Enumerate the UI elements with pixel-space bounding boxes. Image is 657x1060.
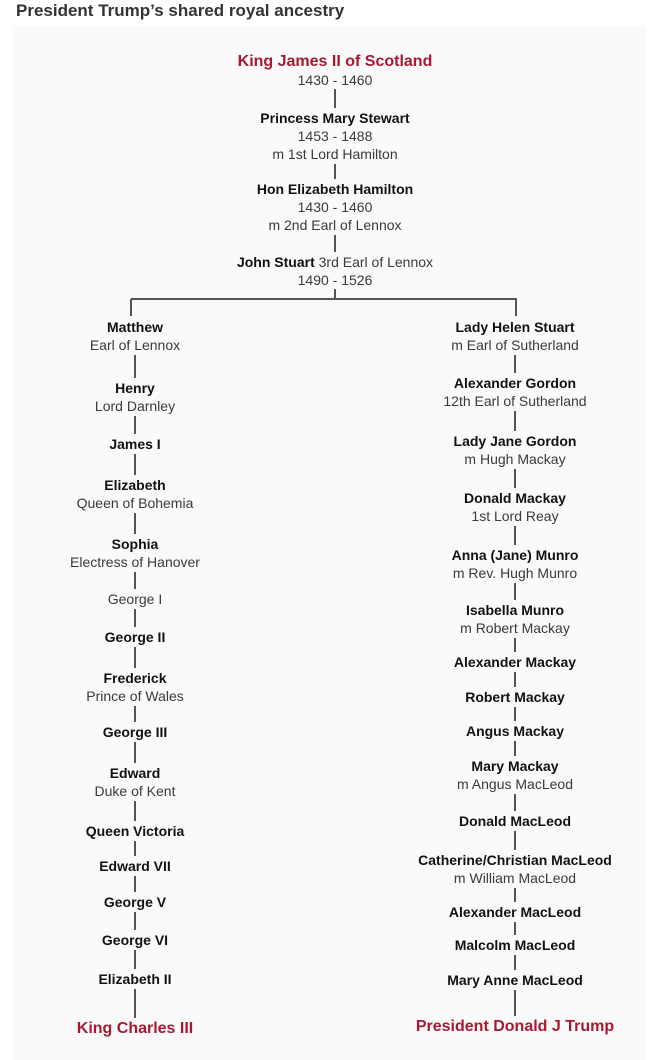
person-name-line	[0, 318, 335, 336]
person-detail: m Robert Mackay	[460, 620, 570, 636]
connector-line	[514, 831, 516, 850]
connector-line	[514, 794, 516, 811]
person-lady-helen-stuart	[315, 318, 657, 354]
person-name-line	[0, 931, 335, 949]
connector-line	[514, 583, 516, 600]
connector-line	[514, 922, 516, 935]
person-sophia	[0, 535, 335, 571]
person-queen-victoria	[0, 822, 335, 840]
person-george-iii	[0, 723, 335, 741]
person-name: John Stuart	[236, 254, 315, 270]
person-detail: 1st Lord Reay	[471, 508, 559, 524]
person-name: Mary Mackay	[471, 758, 559, 774]
person-lady-jane-gordon	[315, 432, 657, 468]
connector-line	[514, 888, 516, 902]
person-president-donald-j-trump	[315, 1017, 657, 1036]
person-name-line	[135, 253, 535, 271]
branch-connector	[131, 298, 517, 300]
connector-line	[134, 416, 136, 434]
person-name-line	[315, 971, 657, 989]
connector-line	[514, 707, 516, 721]
person-name-line	[315, 936, 657, 954]
connector-line	[514, 672, 516, 687]
person-detail: m 2nd Earl of Lennox	[268, 217, 402, 233]
person-robert-mackay	[315, 688, 657, 706]
person-name: Catherine/Christian MacLeod	[418, 852, 612, 868]
person-donald-mackay	[315, 489, 657, 525]
person-name: Sophia	[111, 536, 159, 552]
person-name: Queen Victoria	[85, 823, 185, 839]
person-henry	[0, 379, 335, 415]
person-john-stuart	[135, 253, 535, 289]
connector-line	[134, 572, 136, 589]
person-isabella-munro	[315, 601, 657, 637]
person-name-line	[0, 628, 335, 646]
person-name: President Donald J Trump	[415, 1018, 615, 1035]
person-name-line	[0, 379, 335, 397]
person-name-line	[315, 489, 657, 507]
connector-line	[134, 950, 136, 969]
person-name-line	[0, 723, 335, 741]
person-name: Frederick	[103, 670, 167, 686]
person-detail: m Hugh Mackay	[464, 451, 566, 467]
person-name-line	[0, 535, 335, 553]
person-malcolm-macleod	[315, 936, 657, 954]
connector-line	[334, 164, 336, 179]
person-name-line	[315, 601, 657, 619]
person-name-line	[315, 851, 657, 869]
person-name: Angus Mackay	[465, 723, 565, 739]
person-alexander-gordon	[315, 374, 657, 410]
person-name: Donald Mackay	[464, 490, 566, 506]
person-george-v	[0, 893, 335, 911]
person-name-line	[315, 374, 657, 392]
diagram-title: President Trump’s shared royal ancestry	[16, 1, 345, 20]
person-detail: m Rev. Hugh Munro	[452, 565, 578, 581]
connector-line	[134, 647, 136, 668]
person-name: Alexander Mackay	[453, 654, 577, 670]
person-detail: m Angus MacLeod	[457, 776, 573, 792]
person-name-line	[315, 653, 657, 671]
person-name: George III	[102, 724, 168, 740]
person-name-line	[0, 476, 335, 494]
person-name: Henry	[115, 380, 155, 396]
person-edward	[0, 764, 335, 800]
person-detail: Earl of Lennox	[89, 337, 181, 353]
connector-line	[515, 299, 517, 316]
connector-line	[134, 989, 136, 1018]
connector-line	[134, 912, 136, 930]
person-name-line	[315, 757, 657, 775]
connector-line	[514, 411, 516, 431]
connector-line	[334, 89, 336, 108]
person-name: Elizabeth II	[98, 971, 172, 987]
person-name: Lady Jane Gordon	[453, 433, 577, 449]
person-detail: m William MacLeod	[453, 870, 577, 886]
person-name: George V	[103, 894, 167, 910]
person-detail: 1430 - 1460	[297, 199, 373, 215]
person-name: Isabella Munro	[465, 602, 565, 618]
person-name-line	[0, 669, 335, 687]
person-detail: 12th Earl of Sutherland	[443, 393, 587, 409]
person-detail: Prince of Wales	[86, 688, 184, 704]
person-name: Alexander MacLeod	[448, 904, 582, 920]
person-name-line	[0, 970, 335, 988]
person-name: Robert Mackay	[465, 689, 565, 705]
connector-line	[134, 513, 136, 534]
person-mary-anne-macleod	[315, 971, 657, 989]
connector-line	[134, 841, 136, 856]
connector-line	[134, 801, 136, 821]
person-name-line	[315, 318, 657, 336]
person-name-line	[0, 893, 335, 911]
person-detail: Electress of Hanover	[70, 554, 200, 570]
person-name: Anna (Jane) Munro	[451, 547, 579, 563]
connector-line	[514, 990, 516, 1016]
person-name-line	[135, 180, 535, 198]
person-name: Elizabeth	[104, 477, 166, 493]
person-name: George VI	[101, 932, 169, 948]
person-name: Lady Helen Stuart	[455, 319, 575, 335]
person-elizabeth	[0, 476, 335, 512]
person-name: Edward	[109, 765, 161, 781]
person-hon-elizabeth-hamilton	[135, 180, 535, 234]
person-name: George II	[104, 629, 166, 645]
person-george-ii	[0, 628, 335, 646]
person-alexander-macleod	[315, 903, 657, 921]
person-alexander-mackay	[315, 653, 657, 671]
person-name: Donald MacLeod	[458, 813, 571, 829]
person-name-line	[315, 432, 657, 450]
connector-line	[134, 876, 136, 892]
person-james-i	[0, 435, 335, 453]
person-name-line	[315, 722, 657, 740]
connector-line	[130, 299, 132, 316]
person-name-line	[0, 1019, 335, 1038]
person-name: Princess Mary Stewart	[260, 110, 410, 126]
person-mary-mackay	[315, 757, 657, 793]
person-king-james-ii-of-scotland	[135, 52, 535, 89]
connector-line	[334, 235, 336, 252]
person-detail: m 1st Lord Hamilton	[272, 146, 398, 162]
connector-line	[514, 526, 516, 545]
person-detail: Queen of Bohemia	[76, 495, 194, 511]
person-detail: Lord Darnley	[94, 398, 176, 414]
person-detail: 1430 - 1460	[297, 72, 373, 88]
person-name: Hon Elizabeth Hamilton	[256, 181, 414, 197]
connector-line	[134, 609, 136, 627]
connector-line	[514, 741, 516, 756]
person-name-line	[0, 764, 335, 782]
person-name: James I	[109, 436, 161, 452]
connector-line	[514, 955, 516, 970]
person-name-line	[315, 688, 657, 706]
person-frederick	[0, 669, 335, 705]
person-detail: Duke of Kent	[94, 783, 176, 799]
person-matthew	[0, 318, 335, 354]
person-george-i	[0, 590, 335, 608]
person-name: Malcolm MacLeod	[454, 937, 576, 953]
person-name-line	[135, 109, 535, 127]
person-princess-mary-stewart	[135, 109, 535, 163]
person-name: King James II of Scotland	[237, 53, 433, 70]
person-detail: 1490 - 1526	[297, 272, 373, 288]
person-detail: 1453 - 1488	[297, 128, 373, 144]
person-name-line	[315, 903, 657, 921]
person-name: King Charles III	[76, 1020, 194, 1037]
connector-line	[134, 706, 136, 722]
person-title: 3rd Earl of Lennox	[314, 254, 434, 270]
person-name-line	[315, 1017, 657, 1036]
person-name: Mary Anne MacLeod	[447, 972, 583, 988]
person-elizabeth-ii	[0, 970, 335, 988]
person-name-line	[315, 812, 657, 830]
person-donald-macleod	[315, 812, 657, 830]
connector-line	[514, 638, 516, 652]
person-name-line	[135, 52, 535, 71]
connector-line	[514, 469, 516, 488]
person-anna-jane-munro	[315, 546, 657, 582]
person-detail: George I	[107, 591, 163, 607]
person-catherine-christian-macleod	[315, 851, 657, 887]
person-name-line	[0, 435, 335, 453]
person-name: Alexander Gordon	[453, 375, 577, 391]
connector-line	[134, 454, 136, 475]
person-angus-mackay	[315, 722, 657, 740]
person-king-charles-iii	[0, 1019, 335, 1038]
person-detail: m Earl of Sutherland	[451, 337, 579, 353]
connector-line	[134, 355, 136, 378]
person-name-line	[0, 857, 335, 875]
person-name-line	[315, 546, 657, 564]
connector-line	[134, 742, 136, 763]
person-george-vi	[0, 931, 335, 949]
person-edward-vii	[0, 857, 335, 875]
connector-line	[514, 355, 516, 373]
person-name-line	[0, 822, 335, 840]
person-name: Edward VII	[99, 858, 171, 874]
person-name: Matthew	[107, 319, 163, 335]
